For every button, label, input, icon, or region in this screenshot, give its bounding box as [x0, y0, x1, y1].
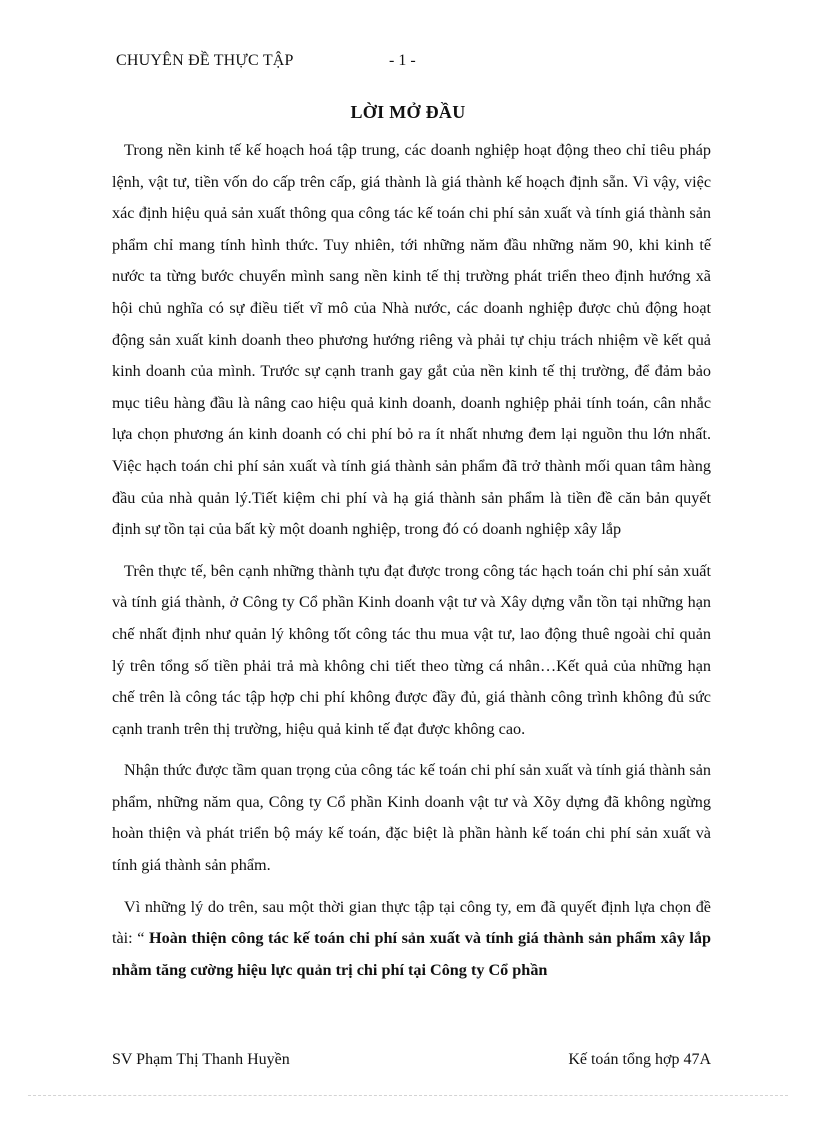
class-name: Kế toán tổng hợp 47A [568, 1051, 711, 1068]
paragraph-intro: Trong nền kinh tế kế hoạch hoá tập trung, các doanh nghiệp hoạt động theo chỉ tiêu pháp lệnh, vật tư, tiền vốn do cấp trên cấp, giá thành là giá thành kế hoạch định sẵn. Vì vậy, việc xác định hiệu quả sản xuất thông qua công tác kế toán chi phí sản xuất và tính giá thành sản phẩm chỉ mang tính hình thức. Tuy nhiên, tới những năm đầu những năm 90, khi kinh tế nước ta từng bước chuyển mình sang nền kinh tế thị trường phát triển theo định hướng xã hội chủ nghĩa có sự điều tiết vĩ mô của Nhà nước, các doanh nghiệp được chủ động hoạt động sản xuất kinh doanh theo phương hướng riêng và phải tự chịu trách nhiệm về kết quả kinh doanh của mình. Trước sự cạnh tranh gay gắt của nền kinh tế thị trường, để đảm bảo mục tiêu hàng đầu là nâng cao hiệu quả kinh doanh, doanh nghiệp phải tính toán, cân nhắc lựa chọn phương án kinh doanh có chi phí bỏ ra ít nhất nhưng đem lại nguồn thu lớn nhất. Việc hạch toán chi phí sản xuất và tính giá thành sản phẩm đã trở thành mối quan tâm hàng đầu của nhà quản lý.Tiết kiệm chi phí và hạ giá thành sản phẩm là tiền đề căn bản quyết định sự tồn tại của bất kỳ một doanh nghiệp, trong đó có doanh nghiệp xây lắp [112, 141, 711, 539]
header-title: CHUYÊN ĐỀ THỰC TẬP [116, 52, 294, 69]
document-body [112, 135, 711, 986]
paragraph-limitations: Trên thực tế, bên cạnh những thành tựu đạt được trong công tác hạch toán chi phí sản xuất và tính giá thành, ở Công ty Cổ phần Kinh doanh vật tư và Xây dựng vẫn tồn tại những hạn chế nhất định như quản lý không tốt công tác thu mua vật tư, lao động thuê ngoài chỉ quản lý trên tổng số tiền phải trả mà không chi tiết theo từng cá nhân…Kết quả của những hạn chế trên là công tác tập hợp chi phí không được đầy đủ, giá thành công trình không đủ sức cạnh tranh trên thị trường, hiệu quả kinh tế đạt được không cao. [112, 561, 711, 738]
page-footer [112, 1051, 711, 1075]
page-number: - 1 - [389, 52, 416, 69]
page-header [116, 52, 716, 76]
page-bottom-divider [28, 1095, 788, 1096]
document-heading: LỜI MỞ ĐẦU [350, 102, 466, 122]
paragraph-awareness: Nhận thức được tầm quan trọng của công tác kế toán chi phí sản xuất và tính giá thành sản phẩm, những năm qua, Công ty Cổ phần Kinh doanh vật tư và Xõy dựng đã không ngừng hoàn thiện và phát triển bộ máy kế toán, đặc biệt là phần hành kế toán chi phí sản xuất và tính giá thành sản phẩm. [112, 761, 711, 875]
paragraph-topic [112, 892, 711, 987]
student-name: SV Phạm Thị Thanh Huyền [112, 1051, 290, 1068]
thesis-title: Hoàn thiện công tác kế toán chi phí sản xuất và tính giá thành sản phẩm xây lắp nhằm tăng cường hiệu lực quản trị chi phí tại Công ty Cổ phần [112, 929, 711, 979]
topic-intro-text: Vì những lý do trên, sau một thời gian thực tập tại công ty, em đã quyết định lựa chọn đề tài: “ [112, 897, 711, 948]
